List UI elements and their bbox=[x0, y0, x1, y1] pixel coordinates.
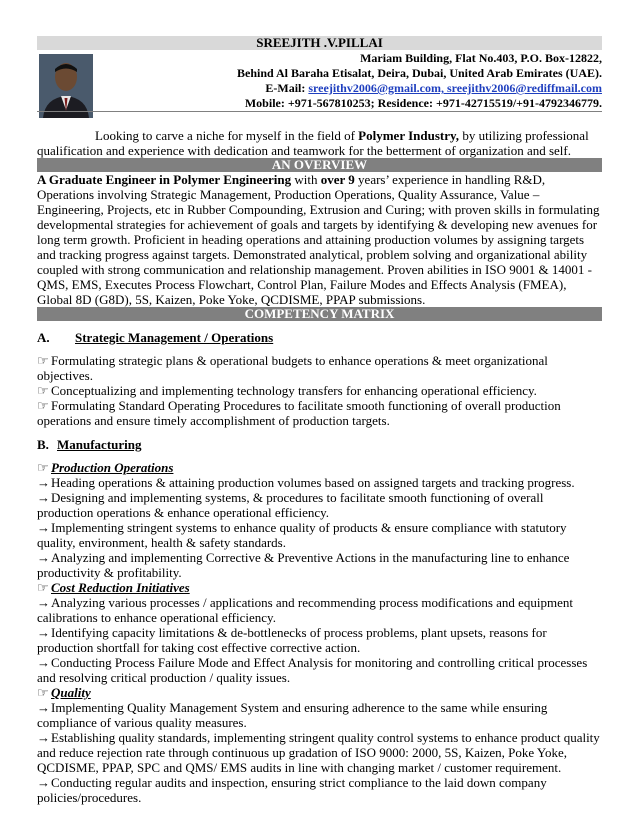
arrow-icon: → bbox=[37, 655, 50, 670]
section-a-letter: A. bbox=[37, 330, 50, 345]
header bbox=[37, 50, 602, 112]
list-item bbox=[37, 475, 602, 490]
list-item bbox=[37, 550, 602, 580]
email-line bbox=[237, 81, 602, 96]
list-item-text: Conceptualizing and implementing technology transfers for enhancing operational efficiency. bbox=[51, 383, 537, 398]
arrow-icon: → bbox=[37, 520, 50, 535]
production-heading bbox=[37, 460, 602, 475]
quality-list bbox=[37, 700, 602, 805]
list-item-text: Analyzing various processes / applications and recommending process modifications and equipment calibrations to enhance operational efficiency. bbox=[37, 595, 574, 625]
arrow-icon: → bbox=[37, 700, 50, 715]
overview-bold-1: A Graduate Engineer in Polymer Engineering bbox=[37, 172, 292, 187]
arrow-icon: → bbox=[37, 625, 50, 640]
list-item bbox=[37, 655, 602, 685]
arrow-icon: → bbox=[37, 595, 50, 610]
objective bbox=[37, 128, 602, 158]
hand-icon: ☞ bbox=[37, 353, 49, 368]
name-heading: SREEJITH .V.PILLAI bbox=[37, 36, 602, 50]
objective-text-1: Looking to carve a niche for myself in the field of bbox=[95, 128, 359, 143]
cost-heading bbox=[37, 580, 602, 595]
list-item-text: Conducting regular audits and inspection, ensuring strict compliance to the laid down company policies/procedures. bbox=[37, 775, 547, 805]
email-label: E-Mail: bbox=[265, 81, 309, 95]
list-item bbox=[37, 775, 602, 805]
strategic-list bbox=[37, 353, 602, 428]
arrow-icon: → bbox=[37, 475, 50, 490]
overview-text-1: with bbox=[291, 172, 321, 187]
list-item-text: Conducting Process Failure Mode and Effect Analysis for monitoring and controlling critical processes and resolving critical production / quality issues. bbox=[37, 655, 588, 685]
overview-heading: AN OVERVIEW bbox=[37, 158, 602, 172]
objective-text-2: by utilizing professional qualification and experience with dedication and teamwork for the betterment of organization and self. bbox=[37, 128, 589, 158]
list-item-text: Implementing stringent systems to enhance quality of products & ensure compliance with statutory quality, environment, health & safety standards. bbox=[37, 520, 567, 550]
section-a-heading bbox=[37, 330, 602, 345]
section-b-heading bbox=[37, 437, 602, 452]
list-item bbox=[37, 520, 602, 550]
list-item-text: Establishing quality standards, implementing stringent quality control systems to enhance product quality and reduce rejection rate through continuous up gradation of ISO 9000: 2000, 5S, Kaizen, Poke Yoke, QCDISME, PPAP, SPC and QMS/ EMS audits in line with changing market / customer requirement. bbox=[37, 730, 600, 775]
list-item-text: Identifying capacity limitations & de-bottlenecks of process problems, plant upsets, reasons for production shortfall for taking cost effective corrective action. bbox=[37, 625, 547, 655]
arrow-icon: → bbox=[37, 550, 50, 565]
quality-heading bbox=[37, 685, 602, 700]
list-item-text: Heading operations & attaining production volumes based on assigned targets and tracking progress. bbox=[51, 475, 575, 490]
overview-text-2: years’ experience in handling R&D, Operations involving Strategic Management, Production Operations, Quality Assurance, Value – Engineering, Projects, etc in Rubber Compounding, Extrusion and Curing; with proven skills in formulating developmental strategies for achievement of goals and targets by identifying & developing new avenues for long term growth. Proficient in heading operations and attaining production volumes by assigning targets and tracking progress against targets. Demonstrated analytical, problem solving and organizational ability coupled with strong communication and relationship management. Proven abilities in ISO 9001 & 14001 - QMS, EMS, Executes Process Flowchart, Control Plan, Failure Modes and Effects Analysis (FMEA), Global 8D (G8D), 5S, Kaizen, Poke Yoke, QCDISME, PPAP submissions. bbox=[37, 172, 600, 307]
list-item-text: Formulating strategic plans & operational budgets to enhance operations & meet organizational objectives. bbox=[37, 353, 548, 383]
list-item bbox=[37, 383, 602, 398]
list-item bbox=[37, 730, 602, 775]
list-item bbox=[37, 398, 602, 428]
arrow-icon: → bbox=[37, 730, 50, 745]
overview-bold-2: over 9 bbox=[320, 172, 355, 187]
hand-icon: ☞ bbox=[37, 460, 49, 475]
competency-heading: COMPETENCY MATRIX bbox=[37, 307, 602, 321]
contact-block bbox=[237, 51, 602, 111]
cost-title: Cost Reduction Initiatives bbox=[51, 580, 190, 595]
list-item-text: Designing and implementing systems, & procedures to facilitate smooth functioning of overall production operations & enhance operational efficiency. bbox=[37, 490, 544, 520]
hand-icon: ☞ bbox=[37, 580, 49, 595]
address-line-2: Behind Al Baraha Etisalat, Deira, Dubai, United Arab Emirates (UAE). bbox=[236, 66, 602, 80]
hand-icon: ☞ bbox=[37, 398, 49, 413]
cost-list bbox=[37, 595, 602, 685]
email-link[interactable]: sreejithv2006@gmail.com, sreejithv2006@rediffmail.com bbox=[308, 81, 602, 95]
list-item bbox=[37, 595, 602, 625]
list-item-text: Analyzing and implementing Corrective & Preventive Actions in the manufacturing line to enhance productivity & profitability. bbox=[37, 550, 570, 580]
list-item-text: Formulating Standard Operating Procedures to facilitate smooth functioning of overall production operations and ensure timely accomplishment of production targets. bbox=[37, 398, 561, 428]
header-divider bbox=[37, 111, 602, 112]
address-line-1: Mariam Building, Flat No.403, P.O. Box-12822, bbox=[360, 51, 602, 65]
resume-page bbox=[37, 36, 602, 805]
production-title: Production Operations bbox=[51, 460, 174, 475]
list-item bbox=[37, 490, 602, 520]
quality-title: Quality bbox=[51, 685, 91, 700]
list-item-text: Implementing Quality Management System and ensuring adherence to the same while ensuring compliance of various quality measures. bbox=[37, 700, 548, 730]
section-b-title: Manufacturing bbox=[57, 437, 142, 452]
overview-text bbox=[37, 172, 602, 307]
objective-bold: Polymer Industry, bbox=[358, 128, 460, 143]
hand-icon: ☞ bbox=[37, 685, 49, 700]
section-b-letter: B. bbox=[37, 437, 49, 452]
list-item bbox=[37, 700, 602, 730]
phone-line: Mobile: +971-567810253; Residence: +971-42715519/+91-4792346779. bbox=[244, 96, 602, 110]
list-item bbox=[37, 353, 602, 383]
production-list bbox=[37, 475, 602, 580]
hand-icon: ☞ bbox=[37, 383, 49, 398]
list-item bbox=[37, 625, 602, 655]
arrow-icon: → bbox=[37, 775, 50, 790]
arrow-icon: → bbox=[37, 490, 50, 505]
profile-photo bbox=[39, 54, 93, 118]
section-a-title: Strategic Management / Operations bbox=[75, 330, 274, 345]
